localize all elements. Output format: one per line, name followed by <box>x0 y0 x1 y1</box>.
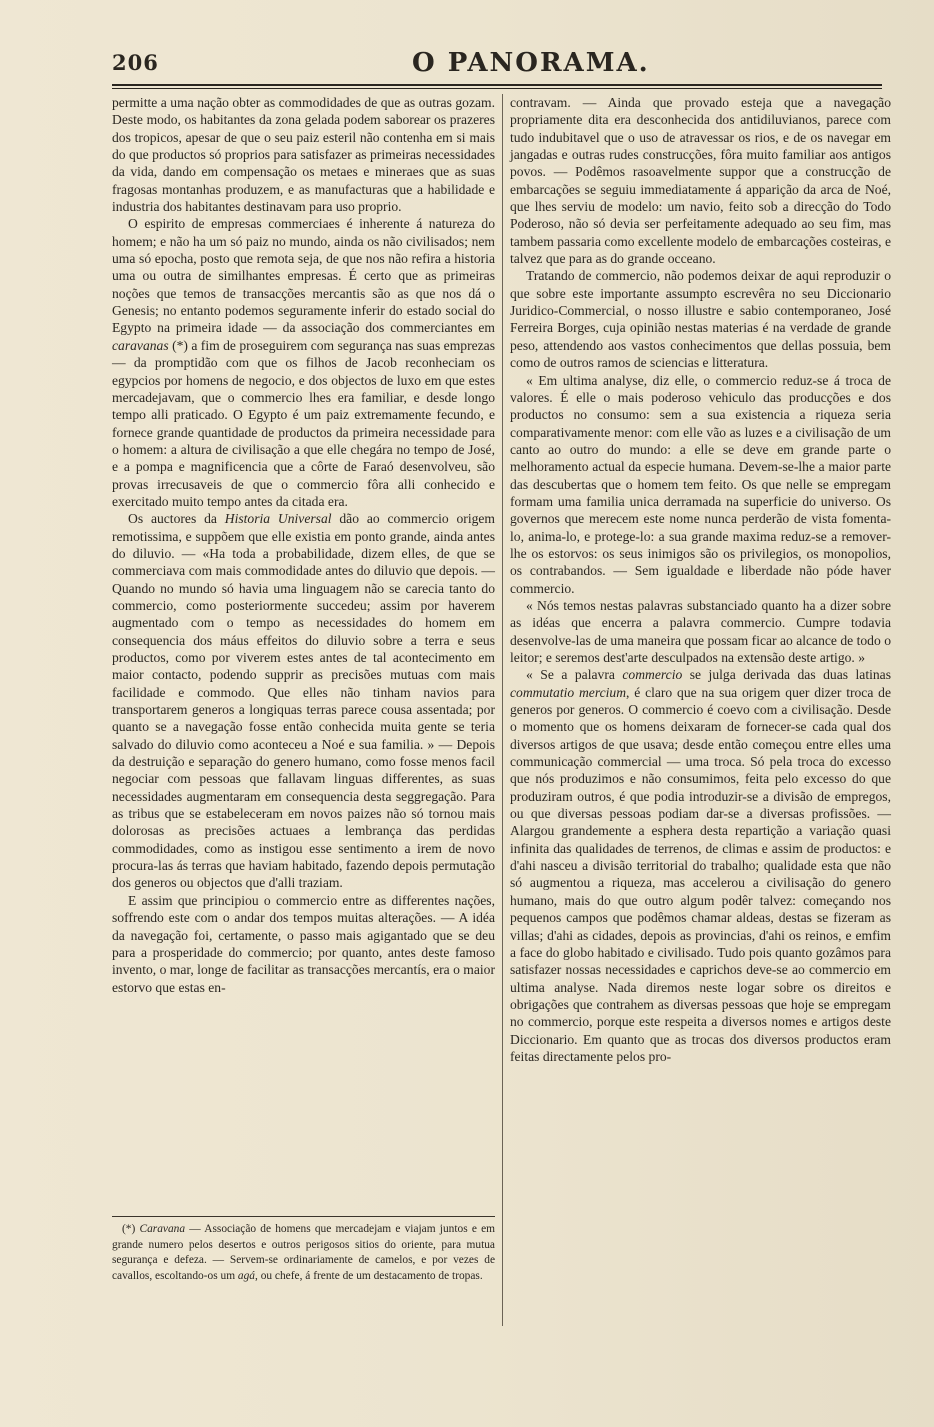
footnote-term-2: agá <box>237 1269 255 1282</box>
paragraph <box>510 666 891 1065</box>
paragraph: « Em ultima analyse, diz elle, o commercio reduz-se á troca de valores. É elle o mais poderoso vehiculo das producções e dos productos no consumo: sem a sua existencia a riqueza seria comparativamente menor: com elle vão as luzes e a civilisação de um canto ao outro do mundo: a elle se deve em grande parte o melhoramento actual da especie humana. Devem-se-lhe a maior parte das descubertas que o homem tem feito. Os que nelle se empregam formam uma familia unica derramada na superficie do universo. Os governos que merecem este nome nunca perderão de vista fomenta-lo, anima-lo, e protege-lo: a sua grande maxima reduz-se a remover-lhe os estorvos: os seus inimigos são os privilegios, os monopolios, os contrabandos. — Sem igualdade e liberdade não póde haver commercio. <box>510 372 891 596</box>
text-run: se julga derivada das duas latinas <box>682 667 891 683</box>
paragraph: contravam. — Ainda que provado esteja que a navegação propriamente dita era desconhecida dos antidiluvianos, parece com tudo indubitavel que o uso de atravessar os rios, e de os navegar em jangadas e outras rudes construcções, fôra muito familiar aos antigos povos. — Podêmos rasoavelmente suppor que a construcção de embarcações se seguiu immediatamente á apparição da arca de Noé, que lhes serviu de modelo: um navio, feito sob a direcção do Todo Poderoso, não só devia ser perfeitamente adequado ao seu fim, mas tambem passaria como excellente modelo de embarcações costeiras, e talvez que para as do grande occeano. <box>510 95 891 267</box>
paragraph: E assim que principiou o commercio entre as differentes nações, soffrendo este com o andar dos tempos muitas alterações. — A idéa da navegação foi, certamente, o passo mais agigantado que se deu para a prosperidade do commercio; por quanto, antes deste famoso invento, o mar, longe de facilitar as transacções mercantís, era o maior estorvo que estas en- <box>112 892 495 995</box>
italic-term: caravanas <box>112 337 169 353</box>
column-divider <box>502 94 503 1326</box>
text-run: , é claro que na sua origem quer dizer troca de generos por generos. O commercio é coevo com a civilisação. Desde o momento que os homens deixaram de fornecer-se cada qual dos diversos artigos de que usava; desde então começou entre elles uma communicação commercial — uma troca. Só pela troca do excesso que nós produzimos e não consumimos, feita pelo excesso do que produziram outros, é que podia introduzir-se a divisão de empregos, ou que diversas pessoas podiam dar-se a diversas profissões. — Alargou grandemente a esphera desta repartição a variação quasi infinita das qualidades de terrenos, de climas e assim de productos: e d'ahi nasceu a divisão territorial do trabalho; qualidade esta que não só augmentou a riqueza, mas accelerou a civilisação do genero humano, mais do que outro algum podêr talvez: começando nos pequenos campos que podêmos chamar aldeas, destas se fizeram as villas; d'ahi as cidades, depois as provincias, d'ahi os reinos, e emfim a face do globo habitado e civilisado. Tudo pois quanto gozâmos para satisfazer nossas necessidades e caprichos deve-se ao commercio em ultima analyse. Nada diremos neste logar sobre os direitos e obrigações que contrahem as diversas pessoas que hoje se empregam no commercio, porque este respeita a diversos nomes e artigos deste Diccionario. Em quanto que as trocas dos diversos productos eram feitas directamente pelos pro- <box>510 684 891 1064</box>
header-rule <box>112 84 882 86</box>
footnote <box>112 1222 495 1284</box>
italic-term: commutatio mercium <box>510 684 627 700</box>
footnote-mark: (*) <box>122 1223 136 1235</box>
text-run: « Se a palavra <box>526 667 623 683</box>
footnote-text-2: , ou chefe, á frente de um destacamento de tropas. <box>255 1269 483 1282</box>
paragraph: Tratando de commercio, não podemos deixar de aqui reproduzir o que sobre este importante assumpto escrevêra no seu Diccionario Juridico-Commercial, o nosso illustre e sabio contemporaneo, José Ferreira Borges, cuja opinião nestas materias é na verdade de grande peso, attendendo aos vastos conhecimentos que dellas possuia, bem como de outros ramos de sciencias e litteratura. <box>510 268 891 371</box>
paragraph: permitte a uma nação obter as commodidades de que as outras gozam. Deste modo, os habitantes da zona gelada podem saborear os prazeres dos tropicos, apesar de que o seu paiz esteril não contenha em si mais do que productos só proprios para satisfazer as primeiras necessidades da vida, dando em compensação os metaes e mineraes que as suas fragosas montanhas produzem, e as manufacturas que a habilidade e industria dos habitantes destinavam para uso proprio. <box>112 95 495 215</box>
footnote-term: Caravana <box>139 1223 186 1235</box>
right-column <box>510 94 891 1065</box>
italic-term: commercio <box>622 667 683 683</box>
italic-title: Historia Universal <box>224 511 332 527</box>
left-column <box>112 94 495 996</box>
text-run: Os auctores da <box>128 511 225 527</box>
paragraph <box>112 215 495 510</box>
journal-title: O PANORAMA. <box>412 48 650 78</box>
header-rule-thin <box>112 88 882 89</box>
paragraph <box>112 510 495 892</box>
text-run: dão ao commercio origem remotissima, e suppõem que elle existia em ponto grande, ainda antes do diluvio. — «Ha toda a probabilidade, dizem elles, de que se commerciava com mais commodidade antes do diluvio que depois. — Quando no mundo só havia uma linguagem não se carecia tanto do commercio, como posteriormente succedeu; assim por haverem augmentado com o tempo as necessidades do homem em consequencia dos máus effeitos do diluvio sobre a terra e seus productos, como por viverem estes antes de tal acontecimento em maior contacto, podendo supprir as precisões mutuas com mais facilidade e commodo. Que elles não tinham navios para transportarem generos a longiquas terras parece cousa assentada; por quanto se a navegação fosse então conhecida muita gente se teria salvado do diluvio como aconteceu a Noé e sua familia. » — Depois da destruição e separação do genero humano, como fosse menos facil negociar com pessoas que fallavam linguas differentes, as suas necessidades augmentaram em consequencia desta seggregação. Para as tribus que se estabeleceram em novos paizes não só tornou mais dolorosas as precisões actuaes a lembrança das perdidas commodidades, como as instigou esse sentimento a irem de novo procura-las ás terras que haviam habitado, fazendo depois permutação dos generos ou objectos que d'alli traziam. <box>112 511 495 891</box>
page-header <box>112 44 882 82</box>
paragraph: « Nós temos nestas palavras substanciado quanto ha a dizer sobre as idéas que encerra a palavra commercio. Cumpre todavia desenvolve-las de uma maneira que possam ficar ao alcance de todo o leitor; e seremos dest'arte desculpados na extensão deste artigo. » <box>510 597 891 665</box>
page-number: 206 <box>112 50 159 75</box>
text-run: O espirito de empresas commerciaes é inherente á natureza do homem; e não ha um só paiz no mundo, ainda os não civilisados; nem uma só epocha, posto que remota seja, de que nos não refira a historia uma ou outra de similhantes empresas. É certo que as primeiras noções que temos de transacções mercantis são as que nos dá o Genesis; no entanto podemos seguramente inferir do estado social do Egypto na primeira idade — da associação dos commerciantes em <box>112 216 495 336</box>
footnote-text: — Associação de homens que mercadejam e viajam juntos e em grande numero pelos desertos e outros perigosos sitios do oriente, para mutua segurança e defeza. — Servem-se ordinariamente de camelos, e por vezes de cavallos, escoltando-os um <box>112 1223 495 1282</box>
footnote-rule <box>112 1216 495 1217</box>
text-run: (*) a fim de proseguirem com segurança nas suas emprezas — da promptidão com que os filhos de Jacob reconheciam os egypcios por homens de negocio, e dos objectos de luxo em que estes mercadejavam, que o commercio lhes era familiar, e desde longo tempo alli praticado. O Egypto é um paiz extremamente fecundo, e fornece grande quantidade de productos da primeira necessidade para o homem: a altura de civilisação a que elle chegára no tempo de José, e a pompa e magnificencia que a côrte de Faraó desenvolveu, são provas irrecusaveis de que o commercio fôra alli conhecido e exercitado muito tempo antes da citada era. <box>112 337 495 509</box>
